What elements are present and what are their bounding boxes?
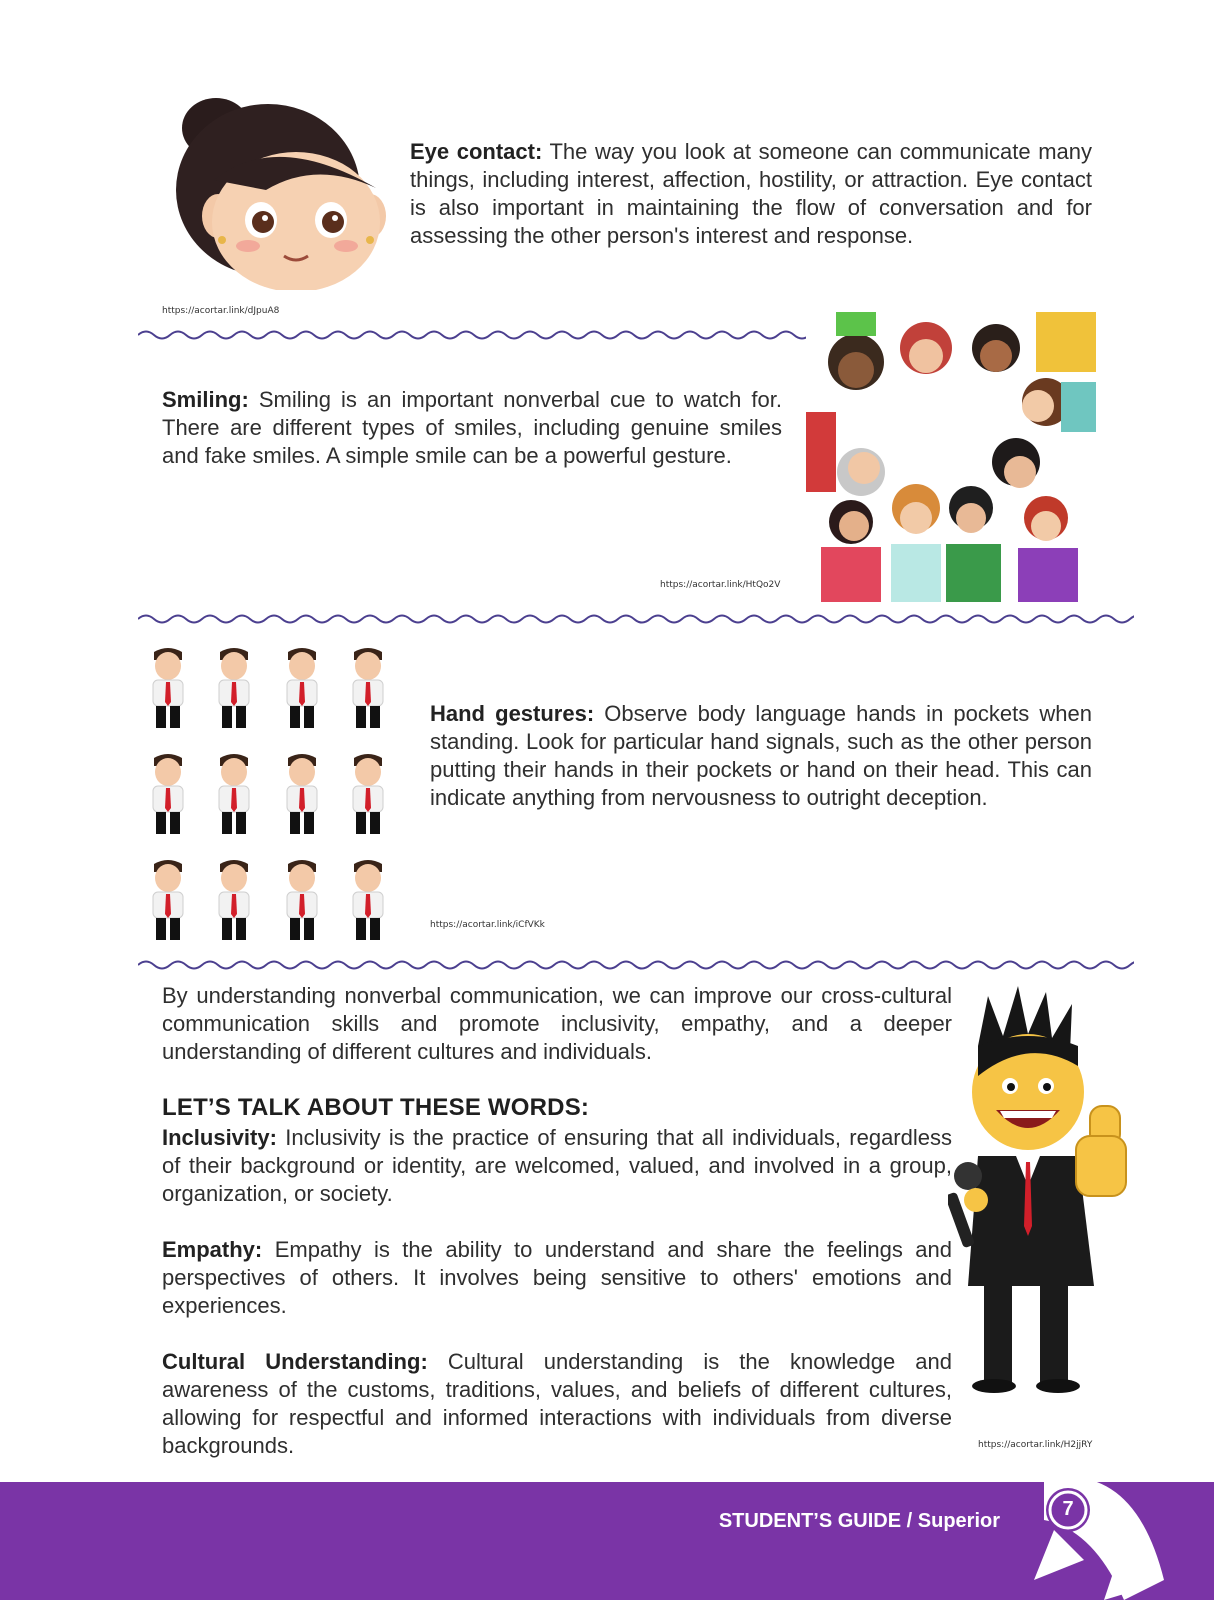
inclusivity-term: Inclusivity: — [162, 1125, 277, 1150]
businessman-thumbs-up-illustration — [948, 986, 1132, 1396]
footer-bar — [0, 1482, 1214, 1600]
eye-contact-text: The way you look at someone can communicate many things, including interest, affection, hostility, or attraction. Eye contact is also important in maintaining the flow of conversation and for assessing the other person's interest and response. — [410, 139, 1092, 248]
smiling-paragraph — [162, 386, 782, 470]
eye-contact-paragraph — [410, 138, 1092, 250]
footer-level: / Superior — [901, 1510, 1000, 1532]
empathy-text: Empathy is the ability to understand and share the feelings and perspectives of others. It involves being sensitive to others' emotions and experiences. — [162, 1237, 952, 1318]
intro-paragraph: By understanding nonverbal communication, we can improve our cross-cultural communication skills and promote inclusivity, empathy, and a deeper understanding of different cultures and individuals. — [162, 983, 952, 1064]
speaker-credit[interactable]: https://acortar.link/H2jjRY — [978, 1440, 1093, 1450]
empathy-paragraph — [162, 1236, 952, 1320]
smiling-term: Smiling: — [162, 387, 249, 412]
footer-guide: STUDENT’S GUIDE — [718, 1510, 902, 1532]
empathy-term: Empathy: — [162, 1237, 263, 1262]
diverse-group-illustration — [806, 312, 1096, 602]
hand-gestures-grid-illustration — [140, 646, 406, 946]
hand-gestures-term: Hand gestures: — [430, 701, 595, 726]
smiling-text: Smiling is an important nonverbal cue to watch for. There are different types of smiles, including genuine smiles and fake smiles. A simple smile can be a powerful gesture. — [162, 387, 782, 468]
hand-gestures-text: Observe body language hands in pockets when standing. Look for particular hand signals, such as the other person putting their hands in their pockets or hand on their head. This can indicate anything from nervousness to outright deception. — [430, 701, 1092, 810]
eye-contact-term: Eye contact: — [410, 139, 543, 164]
inclusivity-paragraph — [162, 1124, 952, 1208]
inclusivity-text: Inclusivity is the practice of ensuring that all individuals, regardless of their background or identity, are welcomed, valued, and involved in a group, organization, or society. — [162, 1125, 952, 1206]
wavy-divider — [138, 612, 1134, 626]
cultural-understanding-text: Cultural understanding is the knowledge and awareness of the customs, traditions, values, and beliefs of different cultures, allowing for respectful and informed interactions with individuals from diverse backgrounds. — [162, 1349, 952, 1458]
footer-title — [719, 1510, 1000, 1533]
hand-gestures-credit[interactable]: https://acortar.link/iCfVKk — [430, 920, 545, 930]
wavy-divider — [138, 958, 1134, 972]
cultural-understanding-term: Cultural Understanding: — [162, 1349, 428, 1374]
rocket-icon — [1024, 1470, 1174, 1600]
girl-face-illustration — [156, 90, 386, 290]
page-number: 7 — [1062, 1498, 1074, 1520]
smiling-credit[interactable]: https://acortar.link/HtQo2V — [660, 580, 781, 590]
eye-contact-credit[interactable]: https://acortar.link/dJpuA8 — [162, 306, 280, 316]
cultural-understanding-paragraph — [162, 1348, 952, 1460]
words-heading: LET’S TALK ABOUT THESE WORDS: — [162, 1094, 590, 1121]
hand-gestures-paragraph — [430, 700, 1092, 812]
wavy-divider — [138, 328, 818, 342]
